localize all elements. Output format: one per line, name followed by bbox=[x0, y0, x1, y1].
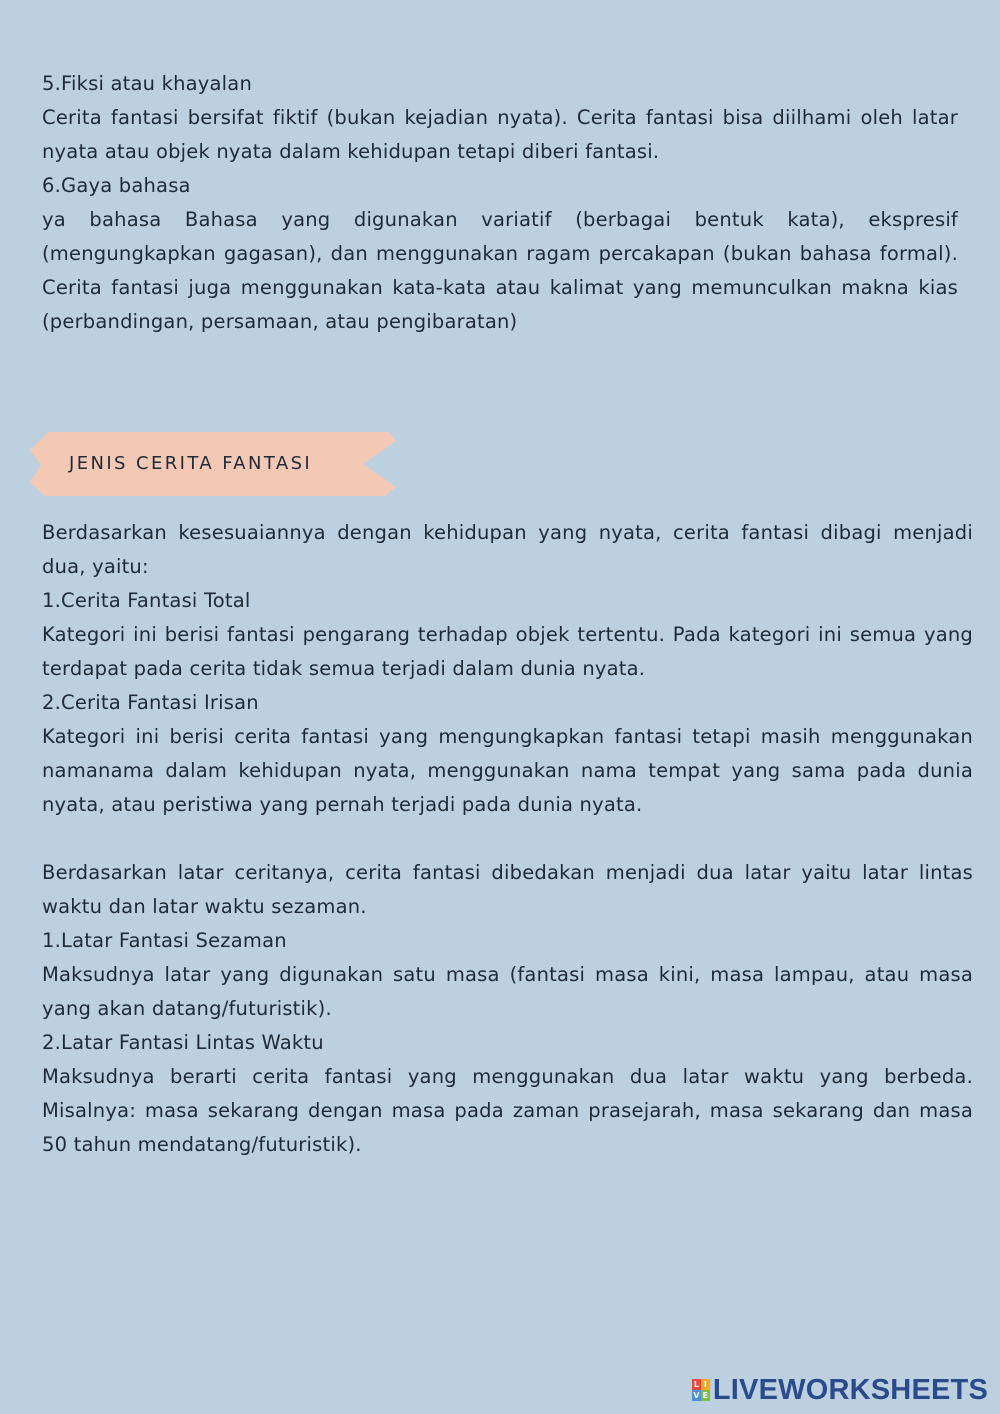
section-banner-title: JENIS CERITA FANTASI bbox=[69, 453, 313, 474]
setting-intro: Berdasarkan latar ceritanya, cerita fantasi dibedakan menjadi dua latar yaitu latar lintas waktu dan latar waktu sezaman. bbox=[42, 861, 973, 918]
type2-title: 2.Cerita Fantasi Irisan bbox=[42, 691, 259, 714]
setting2-title: 2.Latar Fantasi Lintas Waktu bbox=[42, 1031, 324, 1054]
type1-title: 1.Cerita Fantasi Total bbox=[42, 589, 251, 612]
setting2-body: Maksudnya berarti cerita fantasi yang menggunakan dua latar waktu yang berbeda. Misalnya: masa sekarang dengan masa pada zaman prasejarah, masa sekarang dan masa 50 tahun mendatang/futuristik). bbox=[42, 1065, 973, 1156]
setting1-body: Maksudnya latar yang digunakan satu masa (fantasi masa kini, masa lampau, atau masa yang akan datang/futuristik). bbox=[42, 963, 973, 1020]
liveworksheets-logo-icon bbox=[692, 1379, 710, 1401]
type1-body: Kategori ini berisi fantasi pengarang terhadap objek tertentu. Pada kategori ini semua yang terdapat pada cerita tidak semua terjadi dalam dunia nyata. bbox=[42, 623, 973, 680]
type2-body: Kategori ini berisi cerita fantasi yang mengungkapkan fantasi tetapi masih menggunakan namanama dalam kehidupan nyata, menggunakan nama tempat yang sama pada dunia nyata, atau peristiwa yang pernah terjadi pada dunia nyata. bbox=[42, 725, 973, 816]
item5-title: 5.Fiksi atau khayalan bbox=[42, 72, 253, 95]
logo-letter-e: E bbox=[702, 1391, 709, 1400]
logo-letter-i: I bbox=[701, 1379, 710, 1390]
logo-letter-l: L bbox=[693, 1380, 699, 1389]
item6-body: ya bahasa Bahasa yang digunakan variatif (berbagai bentuk kata), ekspresif (mengungkapkan gagasan), dan menggunakan ragam percakapan (bukan bahasa formal). Cerita fantasi juga menggunakan kata-kata atau kalimat yang memunculkan makna kias (perbandingan, persamaan, atau pengibaratan) bbox=[42, 208, 958, 333]
liveworksheets-logo-text: LIVEWORKSHEETS bbox=[712, 1374, 988, 1406]
item5-body: Cerita fantasi bersifat fiktif (bukan kejadian nyata). Cerita fantasi bisa diilhami oleh latar nyata atau objek nyata dalam kehidupan tetapi diberi fantasi. bbox=[42, 106, 958, 163]
item6-title: 6.Gaya bahasa bbox=[42, 174, 191, 197]
fantasy-types-section bbox=[42, 516, 973, 822]
liveworksheets-logo bbox=[692, 1373, 988, 1407]
fantasy-setting-section bbox=[42, 856, 973, 1162]
logo-letter-v: V bbox=[693, 1391, 700, 1400]
fantasy-characteristics-section bbox=[42, 67, 958, 339]
types-intro: Berdasarkan kesesuaiannya dengan kehidupan yang nyata, cerita fantasi dibagi menjadi dua, yaitu: bbox=[42, 521, 973, 578]
setting1-title: 1.Latar Fantasi Sezaman bbox=[42, 929, 287, 952]
